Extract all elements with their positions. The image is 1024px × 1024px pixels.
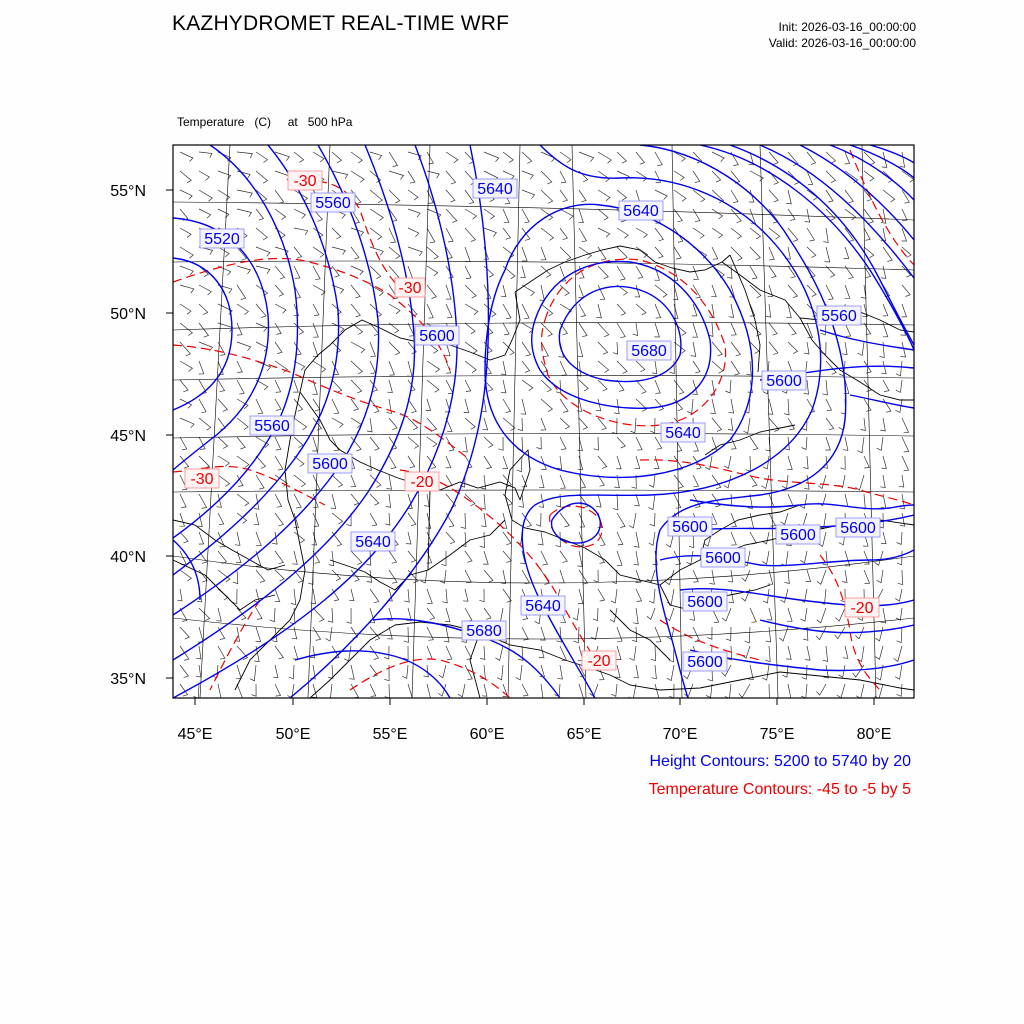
svg-text:5640: 5640 (525, 598, 561, 615)
height-contours-note: Height Contours: 5200 to 5740 by 20 (649, 753, 911, 770)
latitude-labels (110, 183, 146, 688)
svg-text:5640: 5640 (355, 534, 391, 551)
svg-text:-20: -20 (410, 474, 434, 491)
lon-label: 65°E (566, 726, 602, 743)
height-label (200, 229, 244, 248)
height-label (683, 652, 727, 671)
svg-text:5600: 5600 (780, 527, 816, 544)
height-label (817, 306, 861, 325)
height-label (776, 525, 820, 544)
lon-label: 45°E (177, 726, 213, 743)
svg-text:5640: 5640 (665, 425, 701, 442)
svg-text:5560: 5560 (315, 195, 351, 212)
svg-text:5680: 5680 (466, 623, 502, 640)
svg-text:-20: -20 (587, 653, 611, 670)
height-label (701, 548, 745, 567)
svg-text:5600: 5600 (312, 456, 348, 473)
temperature-contours-note: Temperature Contours: -45 to -5 by 5 (648, 781, 911, 798)
temp-label (185, 469, 219, 488)
svg-text:-20: -20 (850, 600, 874, 617)
lon-label: 60°E (469, 726, 505, 743)
svg-text:5640: 5640 (623, 203, 659, 220)
svg-text:5600: 5600 (766, 373, 802, 390)
init-time: Init: 2026-03-16_00:00:00 (778, 20, 916, 34)
lat-label: 55°N (110, 183, 146, 200)
lat-label: 50°N (110, 306, 146, 323)
temp-label (395, 278, 425, 297)
svg-text:5600: 5600 (840, 520, 876, 537)
height-label (473, 179, 517, 198)
lon-label: 50°E (275, 726, 311, 743)
lat-label: 45°N (110, 428, 146, 445)
height-label (462, 621, 506, 640)
height-label (521, 596, 565, 615)
svg-text:5600: 5600 (687, 594, 723, 611)
lon-label: 80°E (856, 726, 892, 743)
temp-label (405, 472, 439, 491)
height-label (683, 592, 727, 611)
svg-text:5680: 5680 (631, 343, 667, 360)
svg-text:-30: -30 (398, 280, 422, 297)
height-label (836, 518, 880, 537)
lat-label: 35°N (110, 671, 146, 688)
svg-text:5560: 5560 (254, 418, 290, 435)
svg-text:5600: 5600 (672, 519, 708, 536)
height-label (250, 416, 294, 435)
lon-label: 75°E (759, 726, 795, 743)
height-label (661, 423, 705, 442)
temp-label (845, 598, 879, 617)
svg-text:-30: -30 (190, 471, 214, 488)
lon-label: 55°E (372, 726, 408, 743)
svg-text:5600: 5600 (705, 550, 741, 567)
height-label (311, 193, 355, 212)
lon-label: 70°E (662, 726, 698, 743)
height-label (668, 517, 712, 536)
field-temperature: Temperature (C) at 500 hPa (177, 115, 353, 129)
longitude-labels (178, 726, 892, 743)
chart-title: KAZHYDROMET REAL-TIME WRF (172, 12, 510, 35)
temp-label (288, 171, 322, 190)
svg-text:5600: 5600 (687, 654, 723, 671)
height-label (619, 201, 663, 220)
height-label (351, 532, 395, 551)
height-label (415, 326, 459, 345)
height-label (762, 371, 806, 390)
lat-label: 40°N (110, 549, 146, 566)
height-label (308, 454, 352, 473)
svg-text:5560: 5560 (821, 308, 857, 325)
svg-text:5600: 5600 (419, 328, 455, 345)
temp-label (582, 651, 616, 670)
height-label (627, 341, 671, 360)
svg-text:5640: 5640 (477, 181, 513, 198)
svg-text:-30: -30 (293, 173, 317, 190)
svg-text:5520: 5520 (204, 231, 240, 248)
valid-time: Valid: 2026-03-16_00:00:00 (768, 36, 916, 50)
